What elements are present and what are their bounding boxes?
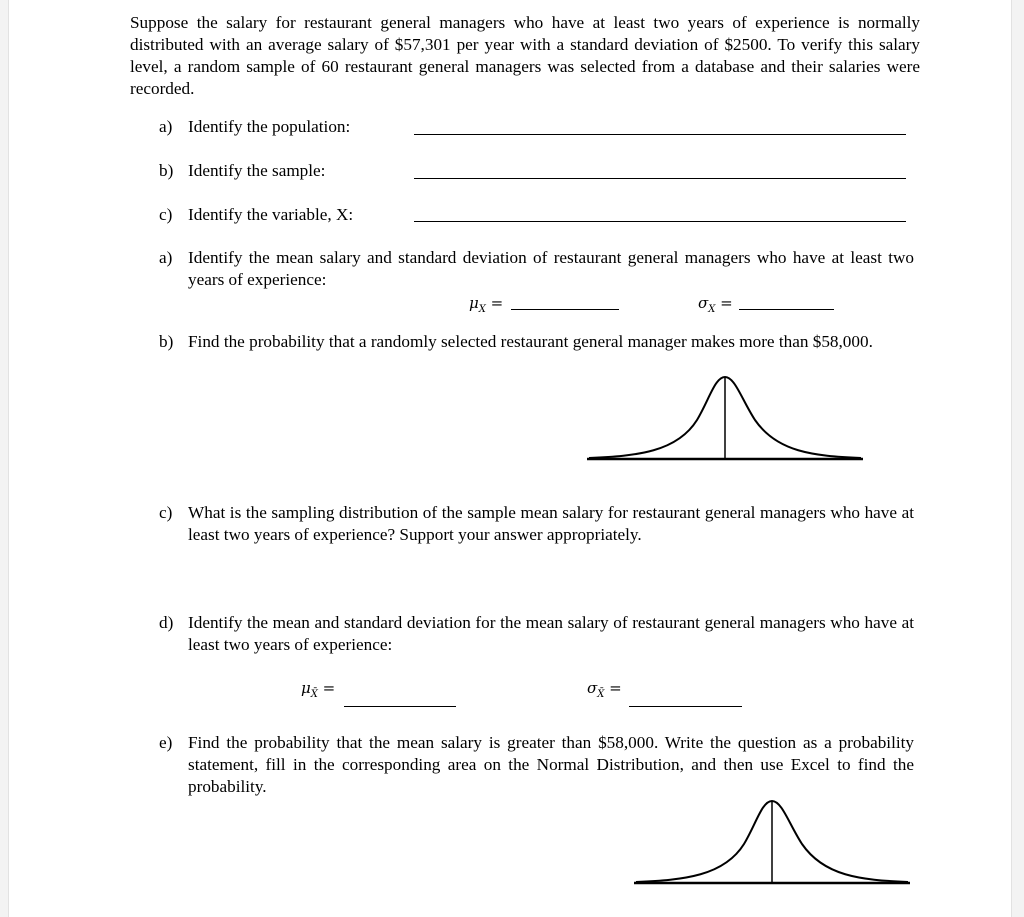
item-label: e) xyxy=(159,733,173,752)
problem-intro: Suppose the salary for restaurant general managers who have at least two years of experience is normally distributed with an average salary of $57,301 per year with a standard deviation of $2500. To verify this salary level, a random sample of 60 restaurant general managers was selected from a database and their salaries were recorded. xyxy=(130,13,920,98)
normal-curve-b xyxy=(587,370,863,464)
item-label: c) xyxy=(159,205,173,224)
mu-x-label: $\mu_X$ = xyxy=(469,294,504,315)
sample-answer-line[interactable] xyxy=(414,178,906,179)
item-label: a) xyxy=(159,248,173,267)
variable-answer-line[interactable] xyxy=(414,221,906,222)
sigma-xbar-answer-line[interactable] xyxy=(629,706,742,707)
sigma-x-label: $\sigma_X$ = xyxy=(698,294,733,315)
sigma-x-answer-line[interactable] xyxy=(739,309,834,310)
item-label: c) xyxy=(159,503,173,522)
mu-xbar-answer-line[interactable] xyxy=(344,706,456,707)
mu-xbar-label: $\mu_{X̄}$ = xyxy=(301,679,336,700)
item-text: Identify the population: xyxy=(188,117,351,136)
item-text: Find the probability that the mean salary is greater than $58,000. Write the question as a probability statement, fill in the corresponding area on the Normal Distribution, and then use Excel to find the probability. xyxy=(188,733,914,796)
item-text: Identify the mean and standard deviation for the mean salary of restaurant general managers who have at least two years of experience: xyxy=(188,613,914,654)
item-label: d) xyxy=(159,613,174,632)
item-label: b) xyxy=(159,332,174,351)
item-label: a) xyxy=(159,117,173,136)
item-text: Find the probability that a randomly selected restaurant general manager makes more than $58,000. xyxy=(188,332,873,351)
document-page xyxy=(8,0,1012,917)
item-text: What is the sampling distribution of the sample mean salary for restaurant general managers who have at least two years of experience? Support your answer appropriately. xyxy=(188,503,914,544)
mu-x-answer-line[interactable] xyxy=(511,309,619,310)
item-text: Identify the sample: xyxy=(188,161,326,180)
item-text: Identify the mean salary and standard deviation of restaurant general managers who have at least two years of experience: xyxy=(188,248,914,289)
normal-curve-e xyxy=(634,794,910,888)
population-answer-line[interactable] xyxy=(414,134,906,135)
item-label: b) xyxy=(159,161,174,180)
item-text: Identify the variable, X: xyxy=(188,205,354,224)
sigma-xbar-label: $\sigma_{X̄}$ = xyxy=(587,679,622,700)
